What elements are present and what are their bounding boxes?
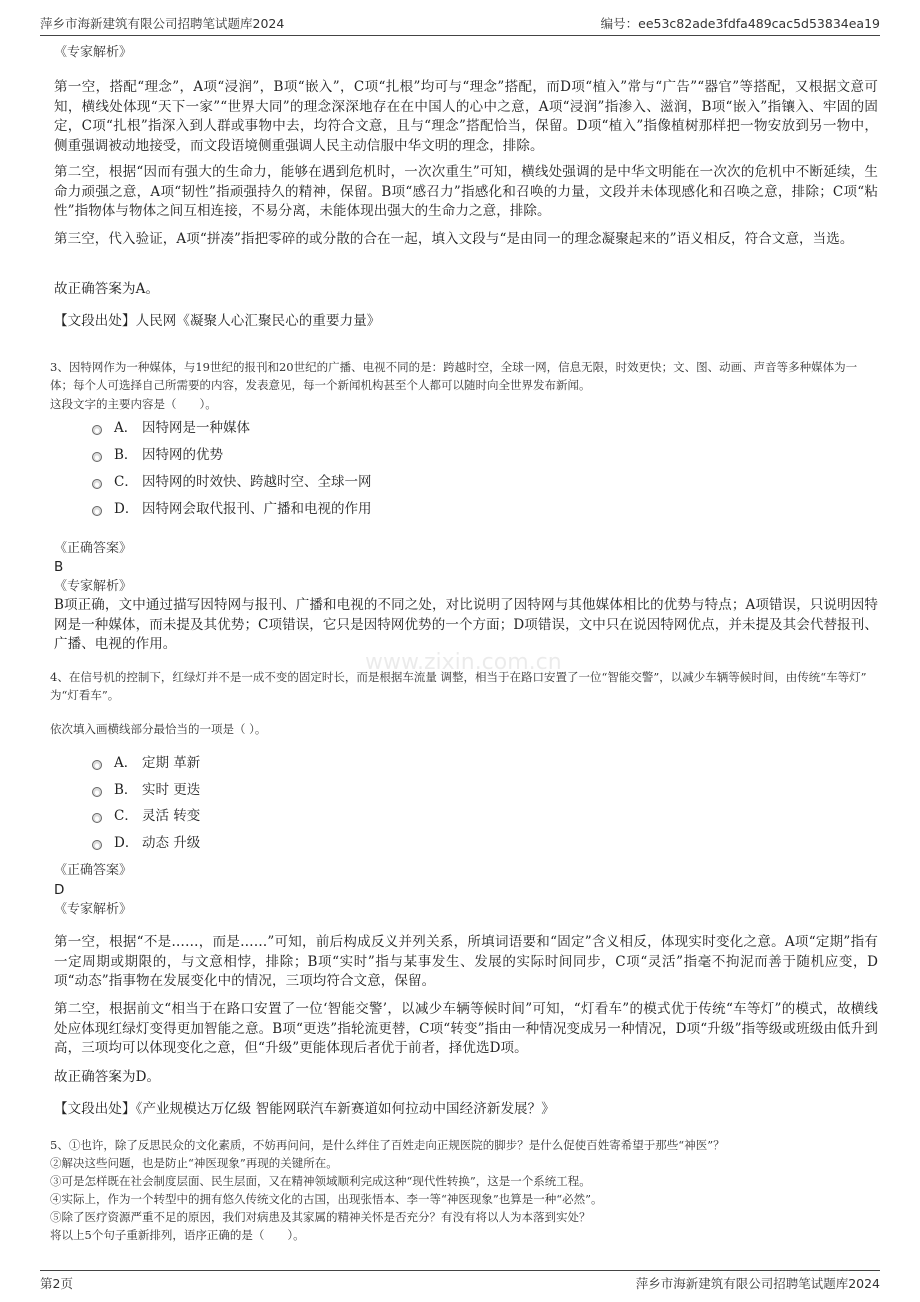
- page-footer: [40, 1270, 880, 1294]
- question-5-prompt: 将以上5个句子重新排列，语序正确的是（ ）。: [50, 1228, 305, 1242]
- radio-icon[interactable]: [92, 813, 102, 823]
- option-text: 灵活 转变: [142, 808, 201, 824]
- analysis-paragraph-1: 第一空，搭配“理念”，A项“浸润”，B项“嵌入”，C项“扎根”均可与“理念”搭配，而D项“植入”常与“广告”“器官”等搭配，又根据文意可知，横线处体现“天下一家”“世界大同”的理念深深地存在在中国人的心中之意，A项“浸润”指渗入、滋润，B项“嵌入”指镶入、牢固的固定，C项“扎根”指深入到人群或事物中去，均符合文意，且与“理念”搭配恰当，保留。D项“植入”指像植树那样把一物安放到另一物中，侧重强调被动地接受，而文段语境侧重强调人民主动信服中华文明的理念，排除。: [54, 79, 878, 154]
- conclusion: 故正确答案为A。: [54, 281, 160, 297]
- question-4-analysis-2: 第二空，根据前文“相当于在路口安置了一位‘智能交警’，以减少车辆等候时间”可知，“灯看车”的模式优于传统“车等灯”的模式，故横线处应体现红绿灯变得更加智能之意。B项“更迭”指轮流更替，C项“转变”指由一种情况变成另一种情况，D项“升级”指等级或班级由低升到高，三项均可以体现变化之意，但“升级”更能体现后者优于前者，择优选D项。: [54, 1001, 878, 1056]
- correct-answer-label: 《正确答案》: [54, 541, 133, 556]
- option-text: 因特网的优势: [142, 447, 223, 463]
- radio-icon[interactable]: [92, 787, 102, 797]
- radio-icon[interactable]: [92, 452, 102, 462]
- expert-analysis-label: 《专家解析》: [54, 45, 133, 60]
- option-text: 定期 革新: [142, 755, 201, 771]
- radio-icon[interactable]: [92, 479, 102, 489]
- source-citation: 【文段出处】人民网《凝聚人心汇聚民心的重要力量》: [54, 313, 381, 329]
- expert-analysis-label: 《专家解析》: [54, 579, 133, 594]
- question-4-stem: 4、在信号机的控制下，红绿灯并不是一成不变的固定时长，而是根据车流量 调整，相当于在路口安置了一位“智能交警”，以减少车辆等候时间，由传统“车等灯” 为“灯看车”。: [50, 670, 867, 702]
- watermark: www.zixin.com.cn: [365, 650, 562, 675]
- question-3-option-d[interactable]: D． 因特网会取代报刊、广播和电视的作用: [92, 499, 372, 519]
- radio-icon[interactable]: [92, 506, 102, 516]
- question-4-option-c[interactable]: C． 灵活 转变: [92, 806, 200, 826]
- question-3-analysis: B项正确，文中通过描写因特网与报刊、广播和电视的不同之处，对比说明了因特网与其他媒体相比的优势与特点；A项错误，只说明因特网是一种媒体，而未提及其优势；C项错误，它只是因特网优势的一个方面；D项错误，文中只在说因特网优点，并未提及其会代替报刊、广播、电视的作用。: [54, 597, 878, 652]
- question-5-sentence-1: 5、①也许，除了反思民众的文化素质，不妨再问问，是什么绊住了百姓走向正规医院的脚步？是什么促使百姓寄希望于那些“神医”？: [50, 1138, 725, 1152]
- question-5-sentence-4: ④实际上，作为一个转型中的拥有悠久传统文化的古国，出现张悟本、李一等“神医现象”也算是一种“必然”。: [50, 1192, 603, 1206]
- question-4-option-b[interactable]: B． 实时 更迭: [92, 780, 200, 800]
- option-text: 因特网是一种媒体: [142, 420, 250, 436]
- question-5-sentence-3: ③可是怎样既在社会制度层面、民生层面，又在精神领域顺利完成这种“现代性转换”，这是一个系统工程。: [50, 1174, 591, 1188]
- question-3-prompt: 这段文字的主要内容是（ ）。: [50, 397, 217, 411]
- question-3-option-a[interactable]: A． 因特网是一种媒体: [92, 418, 250, 438]
- question-4-analysis-1: 第一空，根据“不是……，而是……”可知，前后构成反义并列关系，所填词语要和“固定”含义相反，体现实时变化之意。A项“定期”指有一定周期或期限的，与文意相悖，排除；B项“实时”指与某事发生、发展的实际时间同步，C项“灵活”指毫不拘泥而善于随机应变，D项“动态”指事物在发展变化中的情况，三项均符合文意，保留。: [54, 934, 878, 989]
- radio-icon[interactable]: [92, 840, 102, 850]
- question-3-option-b[interactable]: B． 因特网的优势: [92, 445, 223, 465]
- correct-answer: D: [54, 882, 65, 898]
- question-3-option-c[interactable]: C． 因特网的时效快、跨越时空、全球一网: [92, 472, 372, 492]
- question-4-option-a[interactable]: A． 定期 革新: [92, 753, 200, 773]
- header-serial: 编号：ee53c82ade3fdfa489cac5d53834ea19: [600, 16, 880, 31]
- page-number: 第2页: [40, 1276, 73, 1291]
- option-text: 因特网会取代报刊、广播和电视的作用: [142, 501, 372, 517]
- header-title: 萍乡市海新建筑有限公司招聘笔试题库2024: [40, 16, 285, 31]
- radio-icon[interactable]: [92, 425, 102, 435]
- source-citation: 【文段出处】《产业规模达万亿级 智能网联汽车新赛道如何拉动中国经济新发展？》: [54, 1101, 555, 1117]
- conclusion: 故正确答案为D。: [54, 1069, 161, 1085]
- option-text: 动态 升级: [142, 835, 201, 851]
- correct-answer-label: 《正确答案》: [54, 863, 133, 878]
- radio-icon[interactable]: [92, 760, 102, 770]
- analysis-paragraph-3: 第三空，代入验证，A项“拼凑”指把零碎的或分散的合在一起，填入文段与“是由同一的理念凝聚起来的”语义相反，符合文意，当选。: [54, 231, 854, 247]
- option-text: 因特网的时效快、跨越时空、全球一网: [142, 474, 372, 490]
- page-header: [40, 10, 880, 36]
- question-5-sentence-2: ②解决这些问题，也是防止“神医现象”再现的关键所在。: [50, 1156, 338, 1170]
- expert-analysis-label: 《专家解析》: [54, 902, 133, 917]
- question-3-stem: 3、因特网作为一种媒体，与19世纪的报刊和20世纪的广播、电视不同的是：跨越时空，全球一网，信息无限，时效更快；文、图、动画、声音等多种媒体为一体；每个人可选择自己所需要的内容，发表意见，每一个新闻机构甚至个人都可以随时向全世界发布新闻。: [50, 360, 858, 392]
- analysis-paragraph-2: 第二空，根据“因而有强大的生命力，能够在遇到危机时，一次次重生”可知，横线处强调的是中华文明能在一次次的危机中不断延续，生命力顽强之意，A项“韧性”指顽强持久的精神，保留。B项“感召力”指感化和召唤的力量，文段并未体现感化和召唤之意，排除；C项“粘性”指物体与物体之间互相连接，不易分离，未能体现出强大的生命力之意，排除。: [54, 164, 878, 219]
- question-5-sentence-5: ⑤除了医疗资源严重不足的原因，我们对病患及其家属的精神关怀是否充分？有没有将以人为本落到实处？: [50, 1210, 591, 1224]
- question-4-prompt: 依次填入画横线部分最恰当的一项是（ ）。: [50, 722, 267, 736]
- footer-title: 萍乡市海新建筑有限公司招聘笔试题库2024: [635, 1276, 880, 1291]
- correct-answer: B: [54, 559, 64, 575]
- option-text: 实时 更迭: [142, 782, 201, 798]
- question-4-option-d[interactable]: D． 动态 升级: [92, 833, 200, 853]
